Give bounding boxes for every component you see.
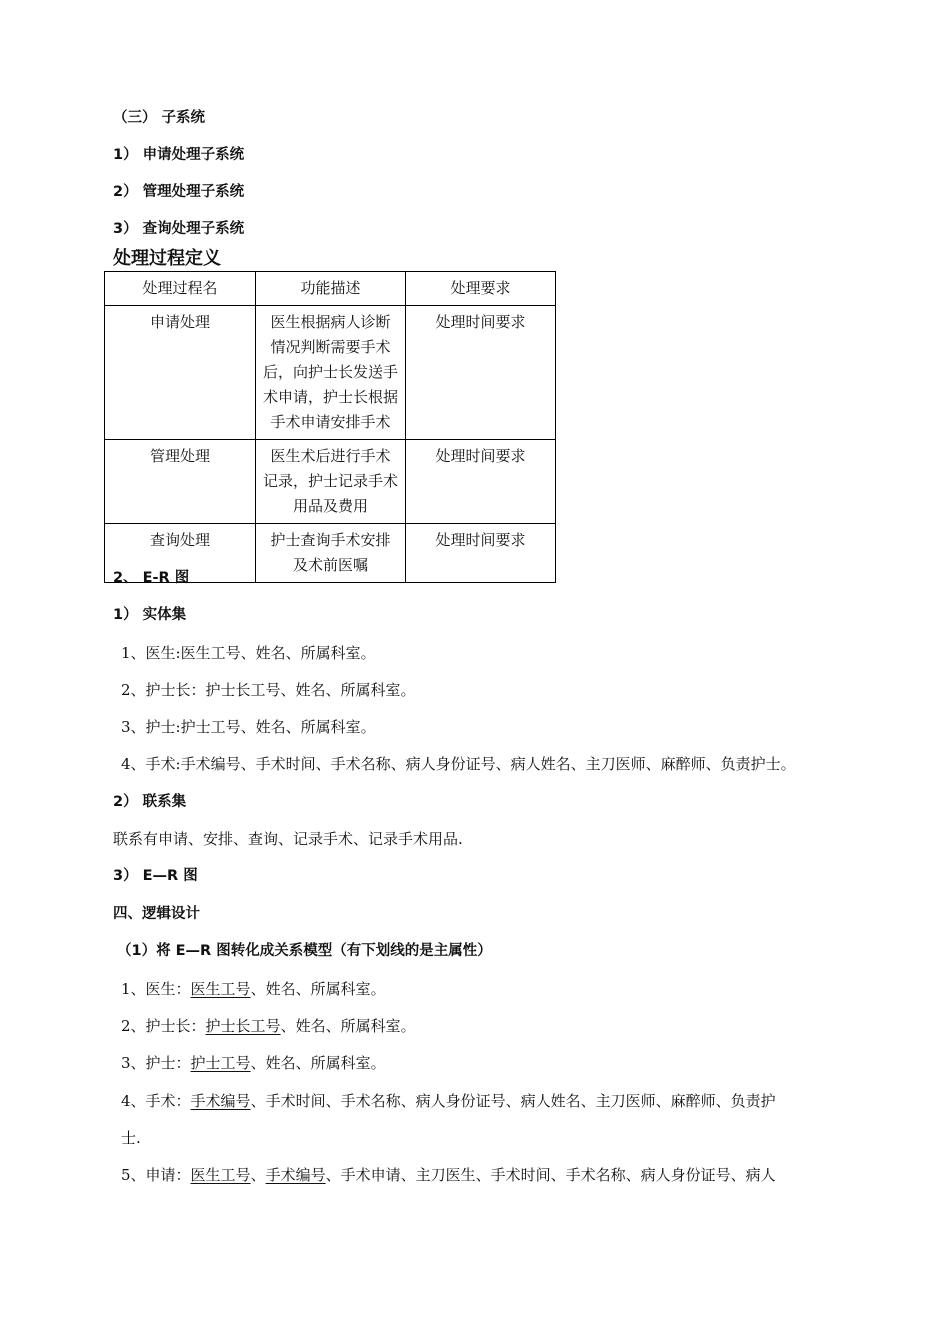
relation-item bbox=[121, 1016, 416, 1036]
entity-item: 2、护士长：护士长工号、姓名、所属科室。 bbox=[121, 681, 416, 699]
er-diagram-title: 3） E—R 图 bbox=[113, 868, 198, 884]
process-name-cell: 申请处理 bbox=[105, 306, 256, 440]
relation-rest: 、手术申请、主刀医生、手术时间、手术名称、病人身份证号、病人 bbox=[325, 1166, 776, 1184]
process-desc-cell bbox=[256, 440, 406, 524]
desc-line: 医生术后进行手术 bbox=[270, 447, 391, 465]
process-desc-cell bbox=[256, 524, 406, 583]
entity-item: 3、护士:护士工号、姓名、所属科室。 bbox=[121, 718, 376, 736]
relationship-text: 联系有申请、安排、查询、记录手术、记录手术用品. bbox=[113, 830, 463, 848]
relation-prefix: 4、手术： bbox=[121, 1092, 191, 1110]
desc-line: 手术申请安排手术 bbox=[270, 413, 391, 431]
relation-model-title: （1）将 E—R 图转化成关系模型（有下划线的是主属性） bbox=[117, 943, 492, 959]
process-name-cell: 管理处理 bbox=[105, 440, 256, 524]
relation-rest: 、姓名、所属科室。 bbox=[250, 1054, 386, 1072]
primary-key: 护士长工号 bbox=[205, 1017, 281, 1035]
header-cell: 处理过程名 bbox=[105, 272, 256, 306]
primary-key: 医生工号 bbox=[190, 1166, 251, 1184]
separator: 、 bbox=[250, 1166, 266, 1184]
section-title-subsystems: （三） 子系统 bbox=[113, 110, 206, 126]
relation-rest: 、手术时间、手术名称、病人身份证号、病人姓名、主刀医师、麻醉师、负责护 bbox=[250, 1092, 776, 1110]
relationship-set-title: 2） 联系集 bbox=[113, 794, 187, 810]
relation-item bbox=[121, 1091, 776, 1111]
entity-set-title: 1） 实体集 bbox=[113, 607, 187, 623]
desc-line: 术申请，护士长根据 bbox=[262, 388, 398, 406]
relation-rest: 、姓名、所属科室。 bbox=[250, 980, 386, 998]
relation-prefix: 3、护士： bbox=[121, 1054, 191, 1072]
relation-item bbox=[121, 1053, 386, 1073]
logic-design-title: 四、逻辑设计 bbox=[113, 906, 200, 922]
process-table-title: 处理过程定义 bbox=[113, 248, 221, 269]
primary-key: 手术编号 bbox=[265, 1166, 326, 1184]
process-desc-cell bbox=[256, 306, 406, 440]
relation-prefix: 2、护士长： bbox=[121, 1017, 206, 1035]
table-header-row bbox=[105, 272, 556, 306]
desc-line: 医生根据病人诊断 bbox=[270, 313, 391, 331]
primary-key: 护士工号 bbox=[190, 1054, 251, 1072]
entity-item: 1、医生:医生工号、姓名、所属科室。 bbox=[121, 644, 376, 662]
relation-prefix: 5、申请： bbox=[121, 1166, 191, 1184]
relation-prefix: 1、医生： bbox=[121, 980, 191, 998]
table-row bbox=[105, 306, 556, 440]
subsystem-item: 3） 查询处理子系统 bbox=[113, 221, 245, 237]
header-cell: 功能描述 bbox=[256, 272, 406, 306]
desc-line: 用品及费用 bbox=[292, 497, 368, 515]
primary-key: 手术编号 bbox=[190, 1092, 251, 1110]
relation-item bbox=[121, 1165, 776, 1185]
header-cell: 处理要求 bbox=[406, 272, 556, 306]
process-table bbox=[104, 271, 556, 583]
table-row bbox=[105, 440, 556, 524]
desc-line: 情况判断需要手术 bbox=[270, 338, 391, 356]
er-section-title: 2、 E-R 图 bbox=[113, 570, 190, 586]
desc-line: 记录，护士记录手术 bbox=[262, 472, 398, 490]
process-req-cell: 处理时间要求 bbox=[406, 440, 556, 524]
desc-line: 后，向护士长发送手 bbox=[262, 363, 398, 381]
relation-rest: 、姓名、所属科室。 bbox=[280, 1017, 416, 1035]
relation-item bbox=[121, 979, 386, 999]
subsystem-item: 1） 申请处理子系统 bbox=[113, 147, 245, 163]
relation-item-continuation: 士. bbox=[121, 1129, 141, 1147]
subsystem-item: 2） 管理处理子系统 bbox=[113, 184, 245, 200]
desc-line: 及术前医嘱 bbox=[292, 556, 368, 574]
process-req-cell: 处理时间要求 bbox=[406, 306, 556, 440]
desc-line: 护士查询手术安排 bbox=[270, 531, 391, 549]
process-req-cell: 处理时间要求 bbox=[406, 524, 556, 583]
entity-item: 4、手术:手术编号、手术时间、手术名称、病人身份证号、病人姓名、主刀医师、麻醉师、负责护士。 bbox=[121, 755, 796, 773]
primary-key: 医生工号 bbox=[190, 980, 251, 998]
process-name-cell: 查询处理 bbox=[105, 524, 256, 583]
